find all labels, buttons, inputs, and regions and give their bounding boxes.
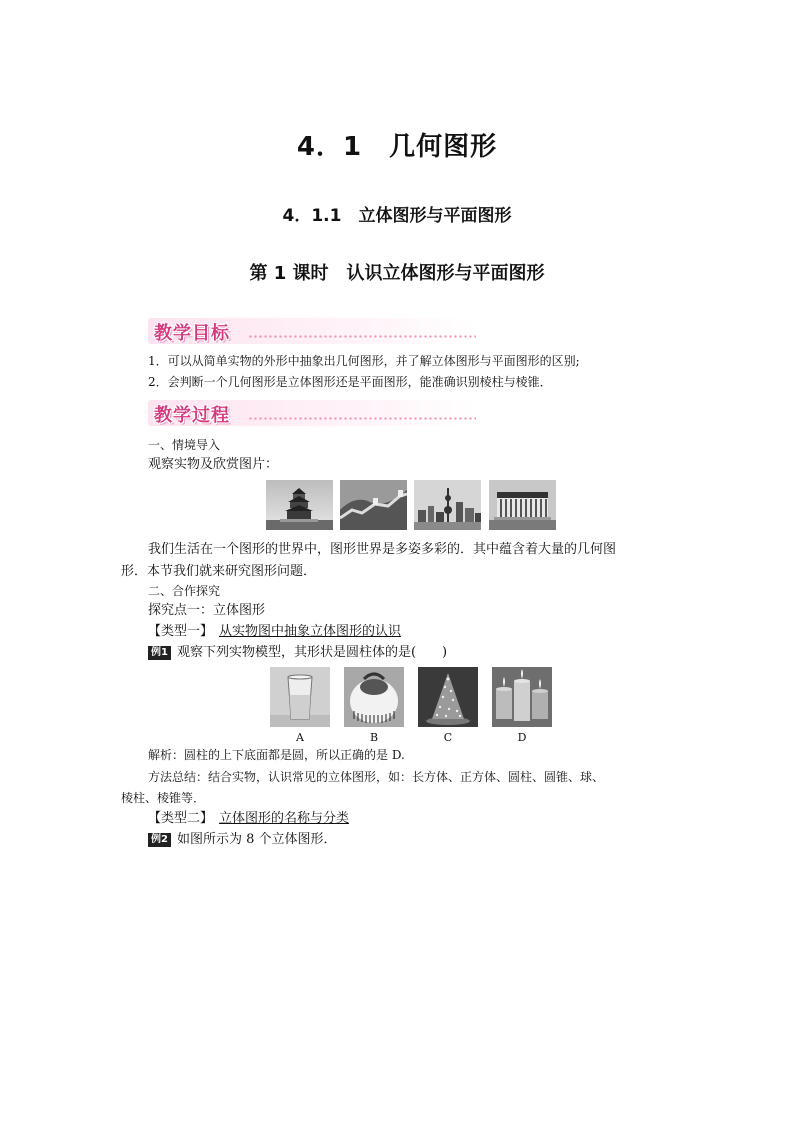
objective-item: 2．会判断一个几何图形是立体图形还是平面图形，能准确识别棱柱与棱锥． [148, 375, 552, 389]
option-d-label: D [517, 731, 527, 744]
option-c-label: C [443, 731, 453, 744]
example2-badge: 例2 [148, 833, 171, 847]
example2-text: 如图所示为 8 个立体图形． [176, 832, 337, 847]
intro-paragraph-line1: 我们生活在一个图形的世界中，图形世界是多姿多彩的．其中蕴含着大量的几何图 [148, 542, 617, 557]
method-summary-line1: 方法总结：结合实物，认识常见的立体图形，如：长方体、正方体、圆柱、圆锥、球、 [148, 770, 605, 784]
analysis-text: 解析：圆柱的上下底面都是圆，所以正确的是 D. [148, 748, 405, 762]
process-banner [148, 400, 476, 426]
option-b-cake-image [344, 667, 404, 727]
observe-text: 观察实物及欣赏图片： [148, 457, 279, 472]
temple-of-heaven-photo [266, 480, 333, 530]
exploration-point-1: 探究点一：立体图形 [148, 603, 266, 618]
option-a-glass-image [270, 667, 330, 727]
type1-bracket: 【类型一】 [148, 624, 214, 639]
memorial-building-photo [489, 480, 556, 530]
part2-heading: 二、合作探究 [148, 584, 221, 598]
chapter-title: 4．1 几何图形 [296, 132, 498, 162]
process-banner-label: 教学过程 [154, 405, 230, 426]
objectives-banner-label: 教学目标 [154, 323, 230, 344]
option-a-label: A [296, 731, 304, 744]
lesson-title: 第 1 课时 认识立体图形与平面图形 [249, 263, 545, 284]
type1-title: 从实物图中抽象立体图形的认识 [219, 624, 402, 639]
example1-badge: 例1 [148, 646, 171, 660]
shanghai-skyline-photo [414, 480, 481, 530]
type1-label [148, 623, 401, 641]
great-wall-photo [340, 480, 407, 530]
type2-bracket: 【类型二】 [148, 811, 214, 826]
part1-heading: 一、情境导入 [148, 438, 221, 452]
type2-title: 立体图形的名称与分类 [219, 811, 350, 826]
option-c-tree-cone-image [418, 667, 478, 727]
section-title: 4．1.1 立体图形与平面图形 [282, 206, 512, 226]
objective-item: 1．可以从简单实物的外形中抽象出几何图形，并了解立体图形与平面图形的区别; [148, 354, 580, 368]
objectives-banner [148, 318, 476, 344]
type2-label [148, 810, 349, 828]
method-summary-line2: 棱柱、棱锥等． [121, 791, 206, 805]
option-b-label: B [369, 731, 379, 744]
example1-text: 观察下列实物模型，其形状是圆柱体的是( ) [176, 645, 448, 660]
option-d-candles-image [492, 667, 552, 727]
intro-paragraph-line2: 形．本节我们就来研究图形问题． [121, 564, 317, 579]
example1 [148, 644, 447, 662]
example2 [148, 831, 337, 849]
